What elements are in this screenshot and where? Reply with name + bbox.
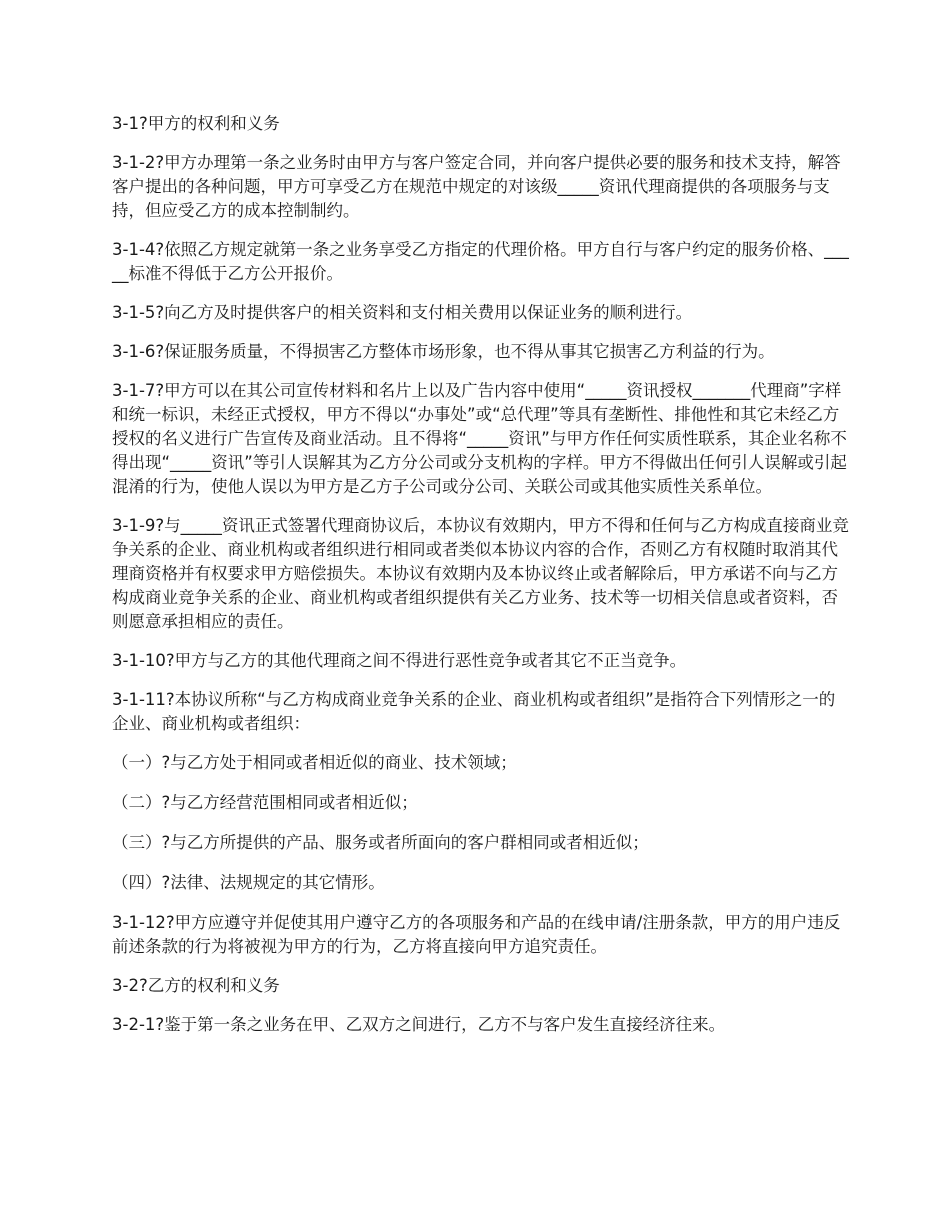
- section-heading: 3-1?甲方的权利和义务: [112, 114, 280, 133]
- list-item: （二）?与乙方经营范围相同或者相近似；: [112, 793, 418, 812]
- clause-paragraph: 3-1-5?向乙方及时提供客户的相关资料和支付相关费用以保证业务的顺利进行。: [112, 303, 693, 322]
- clause-paragraph: 3-1-11?本协议所称“与乙方构成商业竞争关系的企业、商业机构或者组织”是指符合下列情形之一的企业、商业机构或者组织：: [112, 690, 836, 733]
- list-item: （四）?法律、法规规定的其它情形。: [112, 873, 385, 892]
- list-item: （一）?与乙方处于相同或者相近似的商业、技术领域；: [112, 753, 517, 772]
- clause-paragraph: 3-1-10?甲方与乙方的其他代理商之间不得进行恶性竞争或者其它不正当竞争。: [112, 651, 687, 670]
- clause-paragraph: 3-1-4?依照乙方规定就第一条之业务享受乙方指定的代理价格。甲方自行与客户约定的服务价格、_____标准不得低于乙方公开报价。: [112, 240, 849, 283]
- document-body: [112, 112, 850, 1052]
- clause-paragraph: 3-1-6?保证服务质量，不得损害乙方整体市场形象，也不得从事其它损害乙方利益的行为。: [112, 342, 775, 361]
- section-heading: 3-2?乙方的权利和义务: [112, 976, 280, 995]
- clause-paragraph: 3-1-2?甲方办理第一条之业务时由甲方与客户签定合同，并向客户提供必要的服务和技术支持，解答客户提出的各种问题，甲方可享受乙方在规范中规定的对该级_____资讯代理商提供的各项服务与支持，但应受乙方的成本控制制约。: [112, 153, 841, 220]
- clause-paragraph: 3-1-7?甲方可以在其公司宣传材料和名片上以及广告内容中使用“_____资讯授权_______代理商”字样和统一标识，未经正式授权，甲方不得以“办事处”或“总代理”等具有垄断性、排他性和其它未经乙方授权的名义进行广告宣传及商业活动。且不得将“_____资讯”与甲方作任何实质性联系，其企业名称不得出现“_____资讯”等引人误解其为乙方分公司或分支机构的字样。甲方不得做出任何引人误解或引起混淆的行为，使他人误以为甲方是乙方子公司或分公司、关联公司或其他实质性关系单位。: [112, 381, 847, 496]
- clause-paragraph: 3-1-12?甲方应遵守并促使其用户遵守乙方的各项服务和产品的在线申请/注册条款，甲方的用户违反前述条款的行为将被视为甲方的行为，乙方将直接向甲方追究责任。: [112, 913, 841, 956]
- list-item: （三）?与乙方所提供的产品、服务或者所面向的客户群相同或者相近似；: [112, 833, 649, 852]
- clause-paragraph: 3-1-9?与_____资讯正式签署代理商协议后，本协议有效期内，甲方不得和任何与乙方构成直接商业竞争关系的企业、商业机构或者组织进行相同或者类似本协议内容的合作，否则乙方有权随时取消其代理商资格并有权要求甲方赔偿损失。本协议有效期内及本协议终止或者解除后，甲方承诺不向与乙方构成商业竞争关系的企业、商业机构或者组织提供有关乙方业务、技术等一切相关信息或者资料，否则愿意承担相应的责任。: [112, 516, 849, 631]
- clause-paragraph: 3-2-1?鉴于第一条之业务在甲、乙双方之间进行，乙方不与客户发生直接经济往来。: [112, 1015, 726, 1034]
